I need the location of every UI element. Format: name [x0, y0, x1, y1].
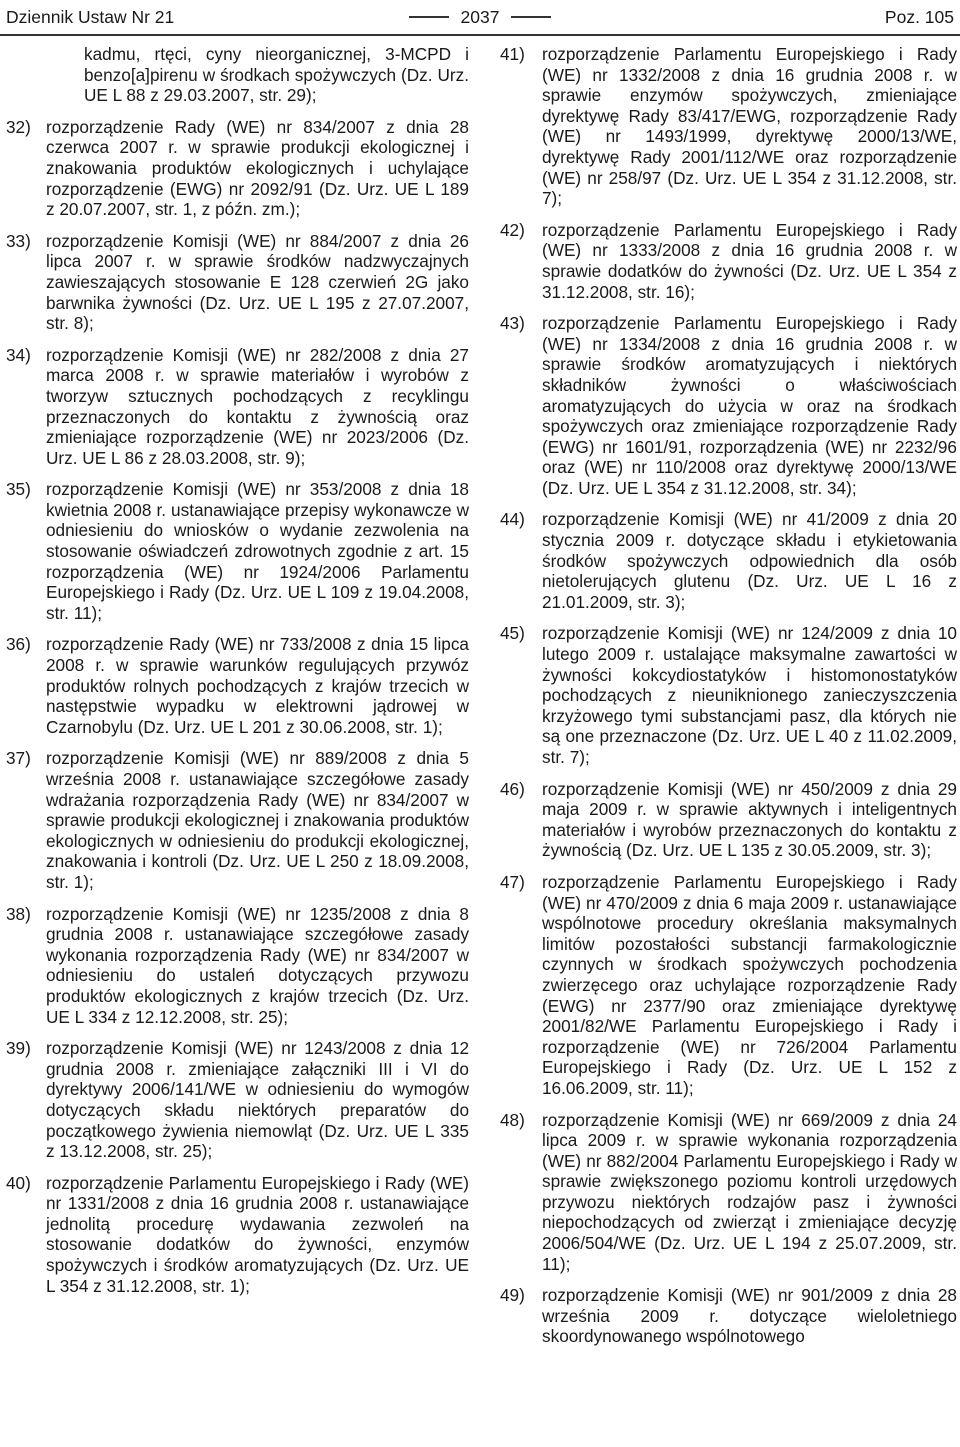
continuation-text: kadmu, rtęci, cyny nieorganicznej, 3-MCPD i benzo[a]pirenu w środkach spożywczych (Dz. Urz. UE L 88 z 29.03.2007, str. 29); — [84, 44, 469, 106]
left-column — [6, 44, 469, 1307]
item-text: rozporządzenie Komisji (WE) nr 41/2009 z dnia 20 stycznia 2009 r. dotyczące składu i etykietowania środków spożywczych odpowiednich dla osób nietolerujących glutenu (Dz. Urz. UE L 16 z 21.01.2009, str. 3); — [542, 509, 957, 612]
list-item — [6, 117, 469, 220]
list-item — [6, 1038, 469, 1162]
item-text: rozporządzenie Komisji (WE) nr 669/2009 z dnia 24 lipca 2009 r. w sprawie wykonania rozporządzenia (WE) nr 882/2004 Parlamentu Europejskiego i Rady w sprawie zwiększonego poziomu kontroli urzędowych przywozu niektórych rodzajów pasz i żywności niepochodzących od zwierząt i zmieniające decyzję 2006/504/WE (Dz. Urz. UE L 194 z 25.07.2009, str. 11); — [542, 1109, 957, 1274]
list-item — [6, 345, 469, 469]
item-number: 39) — [6, 1038, 31, 1059]
item-text: rozporządzenie Rady (WE) nr 834/2007 z dnia 28 czerwca 2007 r. w sprawie produkcji ekologicznej i znakowania produktów ekologicznych i uchylające rozporządzenie (EWG) nr 2092/91 (Dz. Urz. UE L 189 z 20.07.2007, str. 1, z późn. zm.); — [46, 116, 469, 220]
item-number: 40) — [6, 1172, 31, 1193]
list-item — [6, 748, 469, 892]
item-number: 45) — [500, 623, 525, 644]
list-item — [500, 1110, 957, 1275]
item-number: 44) — [500, 509, 525, 530]
list-item — [6, 1173, 469, 1297]
list-item — [6, 231, 469, 334]
item-number: 41) — [500, 44, 525, 64]
list-item — [500, 779, 957, 861]
item-text: rozporządzenie Parlamentu Europejskiego i Rady (WE) nr 470/2009 z dnia 6 maja 2009 r. ustanawiające wspólnotowe procedury określania maksymalnych limitów pozostałości substancji farmakologicznie czynnych w środkach spożywczych pochodzenia zwierzęcego oraz uchylające rozporządzenie Rady (EWG) nr 2377/90 oraz zmieniające dyrektywę 2001/82/WE Parlamentu Europejskiego i Rady i rozporządzenie (WE) nr 726/2004 Parlamentu Europejskiego i Rady (Dz. Urz. UE L 152 z 16.06.2009, str. 11); — [542, 871, 957, 1098]
item-number: 34) — [6, 344, 31, 365]
item-text: rozporządzenie Komisji (WE) nr 353/2008 z dnia 18 kwietnia 2008 r. ustanawiające przepisy wykonawcze w odniesieniu do wniosków o wydanie zezwolenia na stosowanie oświadczeń zdrowotnych zgodnie z art. 15 rozporządzenia (WE) nr 1924/2006 Parlamentu Europejskiego i Rady (Dz. Urz. UE L 109 z 19.04.2008, str. 11); — [46, 479, 469, 623]
item-number: 47) — [500, 871, 525, 892]
item-text: rozporządzenie Komisji (WE) nr 901/2009 z dnia 28 września 2009 r. dotyczące wieloletniego skoordynowanego wspólnotowego — [542, 1285, 957, 1347]
journal-title: Dziennik Ustaw Nr 21 — [6, 6, 175, 27]
list-item — [500, 623, 957, 767]
list-item — [6, 904, 469, 1028]
item-number: 35) — [6, 479, 31, 500]
item-text: rozporządzenie Komisji (WE) nr 450/2009 z dnia 29 maja 2009 r. w sprawie aktywnych i inteligentnych materiałów i wyrobów przeznaczonych do kontaktu z żywnością (Dz. Urz. UE L 135 z 30.05.2009, str. 3); — [542, 778, 957, 861]
position-label: Poz. 105 — [884, 6, 954, 27]
item-text: rozporządzenie Parlamentu Europejskiego i Rady (WE) nr 1331/2008 z dnia 16 grudnia 2008 r. ustanawiające jednolitą procedurę wydawania zezwoleń na stosowanie dodatków do żywności, enzymów spożywczych i środków aromatyzujących (Dz. Urz. UE L 354 z 31.12.2008, str. 1); — [46, 1172, 469, 1296]
item-number: 37) — [6, 748, 31, 769]
header-rule — [0, 34, 960, 36]
item-number: 32) — [6, 116, 31, 137]
item-text: rozporządzenie Komisji (WE) nr 884/2007 z dnia 26 lipca 2007 r. w sprawie środków nadzwyczajnych zawieszających stosowanie E 128 czerwień 2G jako barwnika żywności (Dz. Urz. UE L 195 z 27.07.2007, str. 8); — [46, 230, 469, 334]
list-item — [500, 1285, 957, 1347]
item-text: rozporządzenie Parlamentu Europejskiego i Rady (WE) nr 1334/2008 z dnia 16 grudnia 2008 r. w sprawie środków aromatyzujących i niektórych składników żywności o właściwościach aromatyzujących do użycia w oraz na środkach spożywczych oraz zmieniające rozporządzenie Rady (EWG) nr 1601/91, rozporządzenia (WE) nr 2232/96 oraz (WE) nr 110/2008 oraz dyrektywę 2000/13/WE (Dz. Urz. UE L 354 z 31.12.2008, str. 34); — [542, 313, 957, 498]
item-text: rozporządzenie Komisji (WE) nr 889/2008 z dnia 5 września 2008 r. ustanawiające szczegółowe zasady wdrażania rozporządzenia Rady (WE) nr 834/2007 w sprawie produkcji ekologicznej i znakowania produktów ekologicznych w odniesieniu do produkcji ekologicznej, znakowania i kontroli (Dz. Urz. UE L 250 z 18.09.2008, str. 1); — [46, 748, 469, 892]
item-number: 49) — [500, 1285, 525, 1306]
dash-left — [409, 16, 449, 17]
page-number: 2037 — [460, 6, 500, 27]
item-text: rozporządzenie Komisji (WE) nr 282/2008 z dnia 27 marca 2008 r. w sprawie materiałów i wyrobów z tworzyw sztucznych pochodzących z recyklingu przeznaczonych do kontaktu z żywnością oraz zmieniające rozporządzenie (WE) nr 2023/2006 (Dz. Urz. UE L 86 z 28.03.2008, str. 9); — [46, 344, 469, 468]
item-text: rozporządzenie Komisji (WE) nr 1243/2008 z dnia 12 grudnia 2008 r. zmieniające załączniki III i VI do dyrektywy 2006/141/WE w odniesieniu do wymogów dotyczących składu niektórych preparatów do początkowego żywienia niemowląt (Dz. Urz. UE L 335 z 13.12.2008, str. 25); — [46, 1038, 469, 1162]
item-text: rozporządzenie Komisji (WE) nr 124/2009 z dnia 10 lutego 2009 r. ustalające maksymalne zawartości w żywności kokcydiostatyków i histomonostatyków pochodzących z nieuniknionego zanieczyszczenia krzyżowego tymi substancjami pasz, dla których nie są one przeznaczone (Dz. Urz. UE L 40 z 11.02.2009, str. 7); — [542, 623, 957, 767]
item-number: 42) — [500, 219, 525, 240]
list-item — [6, 479, 469, 623]
item-number: 33) — [6, 230, 31, 251]
list-item — [500, 872, 957, 1099]
list-item — [500, 44, 957, 209]
dash-right — [511, 16, 551, 17]
list-item — [6, 634, 469, 737]
item-number: 43) — [500, 313, 525, 334]
item-text: rozporządzenie Komisji (WE) nr 1235/2008 z dnia 8 grudnia 2008 r. ustanawiające szczegółowe zasady wykonania rozporządzenia Rady (WE) nr 834/2007 w odniesieniu do ustaleń dotyczących przywozu produktów ekologicznych z krajów trzecich (Dz. Urz. UE L 334 z 12.12.2008, str. 25); — [46, 903, 469, 1027]
item-text: rozporządzenie Parlamentu Europejskiego i Rady (WE) nr 1333/2008 z dnia 16 grudnia 2008 r. w sprawie dodatków do żywności (Dz. Urz. UE L 354 z 31.12.2008, str. 16); — [542, 219, 957, 302]
list-item — [500, 220, 957, 302]
list-item — [500, 509, 957, 612]
item-number: 48) — [500, 1109, 525, 1130]
page-header — [6, 4, 954, 30]
item-text: rozporządzenie Rady (WE) nr 733/2008 z dnia 15 lipca 2008 r. w sprawie warunków regulujących przywóz produktów rolnych pochodzących z krajów trzecich w następstwie wypadku w elektrowni jądrowej w Czarnobylu (Dz. Urz. UE L 201 z 30.06.2008, str. 1); — [46, 634, 469, 737]
list-item — [500, 313, 957, 498]
item-number: 38) — [6, 903, 31, 924]
item-text: rozporządzenie Parlamentu Europejskiego i Rady (WE) nr 1332/2008 z dnia 16 grudnia 2008 r. w sprawie enzymów spożywczych, zmieniające dyrektywę Rady 83/417/EWG, rozporządzenie Rady (WE) nr 1493/1999, dyrektywę 2000/13/WE, dyrektywę Rady 2001/112/WE oraz rozporządzenie (WE) nr 258/97 (Dz. Urz. UE L 354 z 31.12.2008, str. 7); — [542, 44, 957, 209]
item-number: 46) — [500, 778, 525, 799]
item-number: 36) — [6, 634, 31, 655]
right-column — [500, 44, 957, 1358]
